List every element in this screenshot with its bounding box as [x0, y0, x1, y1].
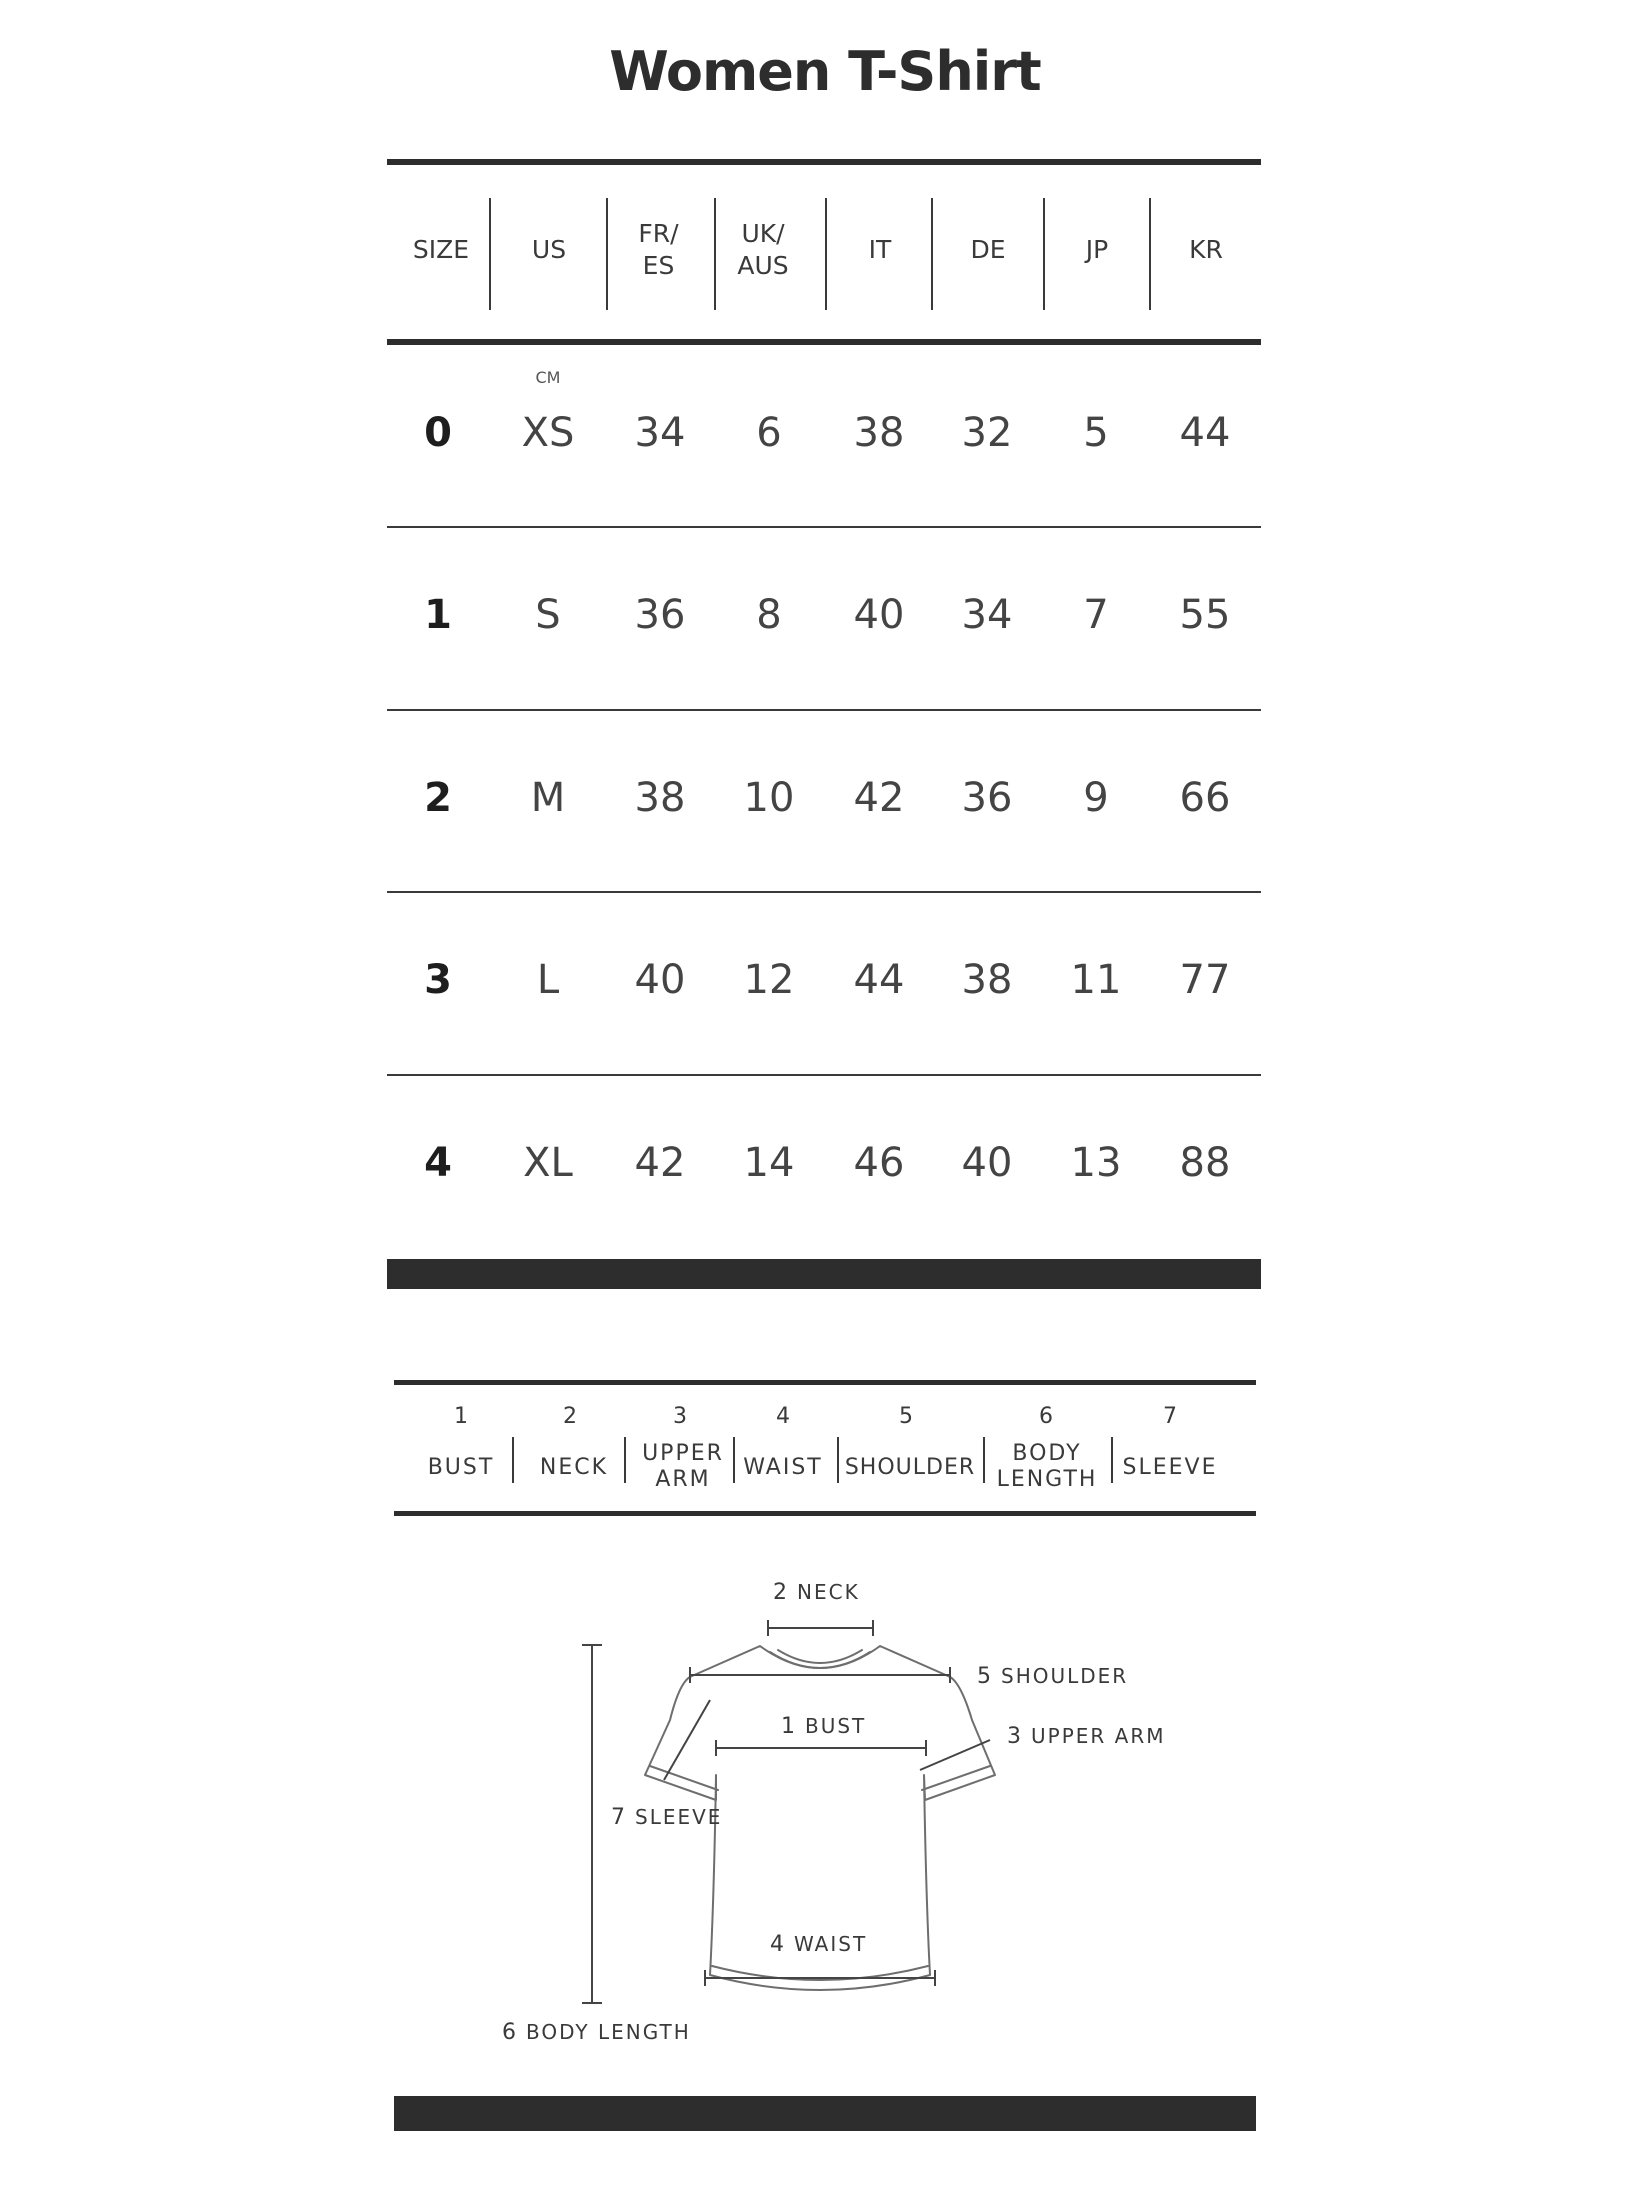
header-size: SIZE — [412, 235, 470, 264]
measurement-number: 1 — [454, 1404, 468, 1429]
kr-cell: 66 — [1179, 775, 1231, 821]
fr-es-cell: 40 — [634, 957, 686, 1003]
us-cell: XS — [521, 410, 575, 456]
measurement-number: 7 — [1163, 1404, 1177, 1429]
fr-es-cell: 34 — [634, 410, 686, 456]
unit-label: CM — [535, 368, 561, 387]
header-jp: JP — [1085, 235, 1109, 264]
size-cell: 2 — [424, 775, 452, 821]
uk-aus-cell: 14 — [743, 1140, 795, 1186]
jp-cell: 9 — [1083, 775, 1109, 821]
it-cell: 42 — [853, 775, 905, 821]
de-cell: 38 — [961, 957, 1013, 1003]
measurement-label: UPPER ARM — [642, 1441, 724, 1492]
header-uk-aus: UK/ AUS — [737, 219, 789, 280]
kr-cell: 77 — [1179, 957, 1231, 1003]
de-cell: 32 — [961, 410, 1013, 456]
upper-arm-label: 3 UPPER ARM — [1007, 1724, 1166, 1749]
fr-es-cell: 42 — [634, 1140, 686, 1186]
neck-label: 2 NECK — [773, 1580, 860, 1605]
it-cell: 40 — [853, 592, 905, 638]
measurement-label: WAIST — [743, 1455, 823, 1480]
kr-cell: 55 — [1179, 592, 1231, 638]
jp-cell: 5 — [1083, 410, 1109, 456]
shoulder-label: 5 SHOULDER — [977, 1664, 1129, 1689]
size-cell: 4 — [424, 1140, 452, 1186]
page-title: Women T-Shirt — [609, 40, 1041, 103]
measurement-number: 2 — [563, 1404, 577, 1429]
body-length-label: 6 BODY LENGTH — [502, 2020, 691, 2045]
measurement-label: SHOULDER — [844, 1455, 976, 1480]
de-cell: 40 — [961, 1140, 1013, 1186]
jp-cell: 13 — [1070, 1140, 1122, 1186]
measurement-label: SLEEVE — [1122, 1455, 1218, 1480]
fr-es-cell: 36 — [634, 592, 686, 638]
it-cell: 44 — [853, 957, 905, 1003]
measurement-label: BODY LENGTH — [996, 1441, 1098, 1492]
uk-aus-cell: 8 — [756, 592, 782, 638]
de-cell: 34 — [961, 592, 1013, 638]
jp-cell: 11 — [1070, 957, 1122, 1003]
size-cell: 1 — [424, 592, 452, 638]
jp-cell: 7 — [1083, 592, 1109, 638]
de-cell: 36 — [961, 775, 1013, 821]
fr-es-cell: 38 — [634, 775, 686, 821]
waist-label: 4 WAIST — [770, 1932, 868, 1957]
us-cell: XL — [523, 1140, 573, 1186]
sleeve-label: 7 SLEEVE — [611, 1805, 723, 1830]
measurement-label: BUST — [427, 1455, 495, 1480]
uk-aus-cell: 12 — [743, 957, 795, 1003]
bust-label: 1 BUST — [781, 1714, 867, 1739]
size-cell: 0 — [424, 410, 452, 456]
measurement-number: 4 — [776, 1404, 790, 1429]
measurement-label: NECK — [539, 1455, 609, 1480]
kr-cell: 88 — [1179, 1140, 1231, 1186]
size-cell: 3 — [424, 957, 452, 1003]
header-fr-es: FR/ ES — [638, 219, 679, 280]
us-cell: S — [535, 592, 561, 638]
it-cell: 46 — [853, 1140, 905, 1186]
measurement-number: 5 — [899, 1404, 913, 1429]
us-cell: L — [536, 957, 560, 1003]
header-kr: KR — [1189, 235, 1223, 264]
uk-aus-cell: 10 — [743, 775, 795, 821]
header-de: DE — [970, 235, 1006, 264]
header-it: IT — [868, 235, 892, 264]
us-cell: M — [530, 775, 566, 821]
uk-aus-cell: 6 — [756, 410, 782, 456]
it-cell: 38 — [853, 410, 905, 456]
header-us: US — [531, 235, 567, 264]
measurement-number: 3 — [673, 1404, 687, 1429]
diagram-bottom-bar — [394, 2096, 1256, 2131]
measurement-number: 6 — [1039, 1404, 1053, 1429]
kr-cell: 44 — [1179, 410, 1231, 456]
